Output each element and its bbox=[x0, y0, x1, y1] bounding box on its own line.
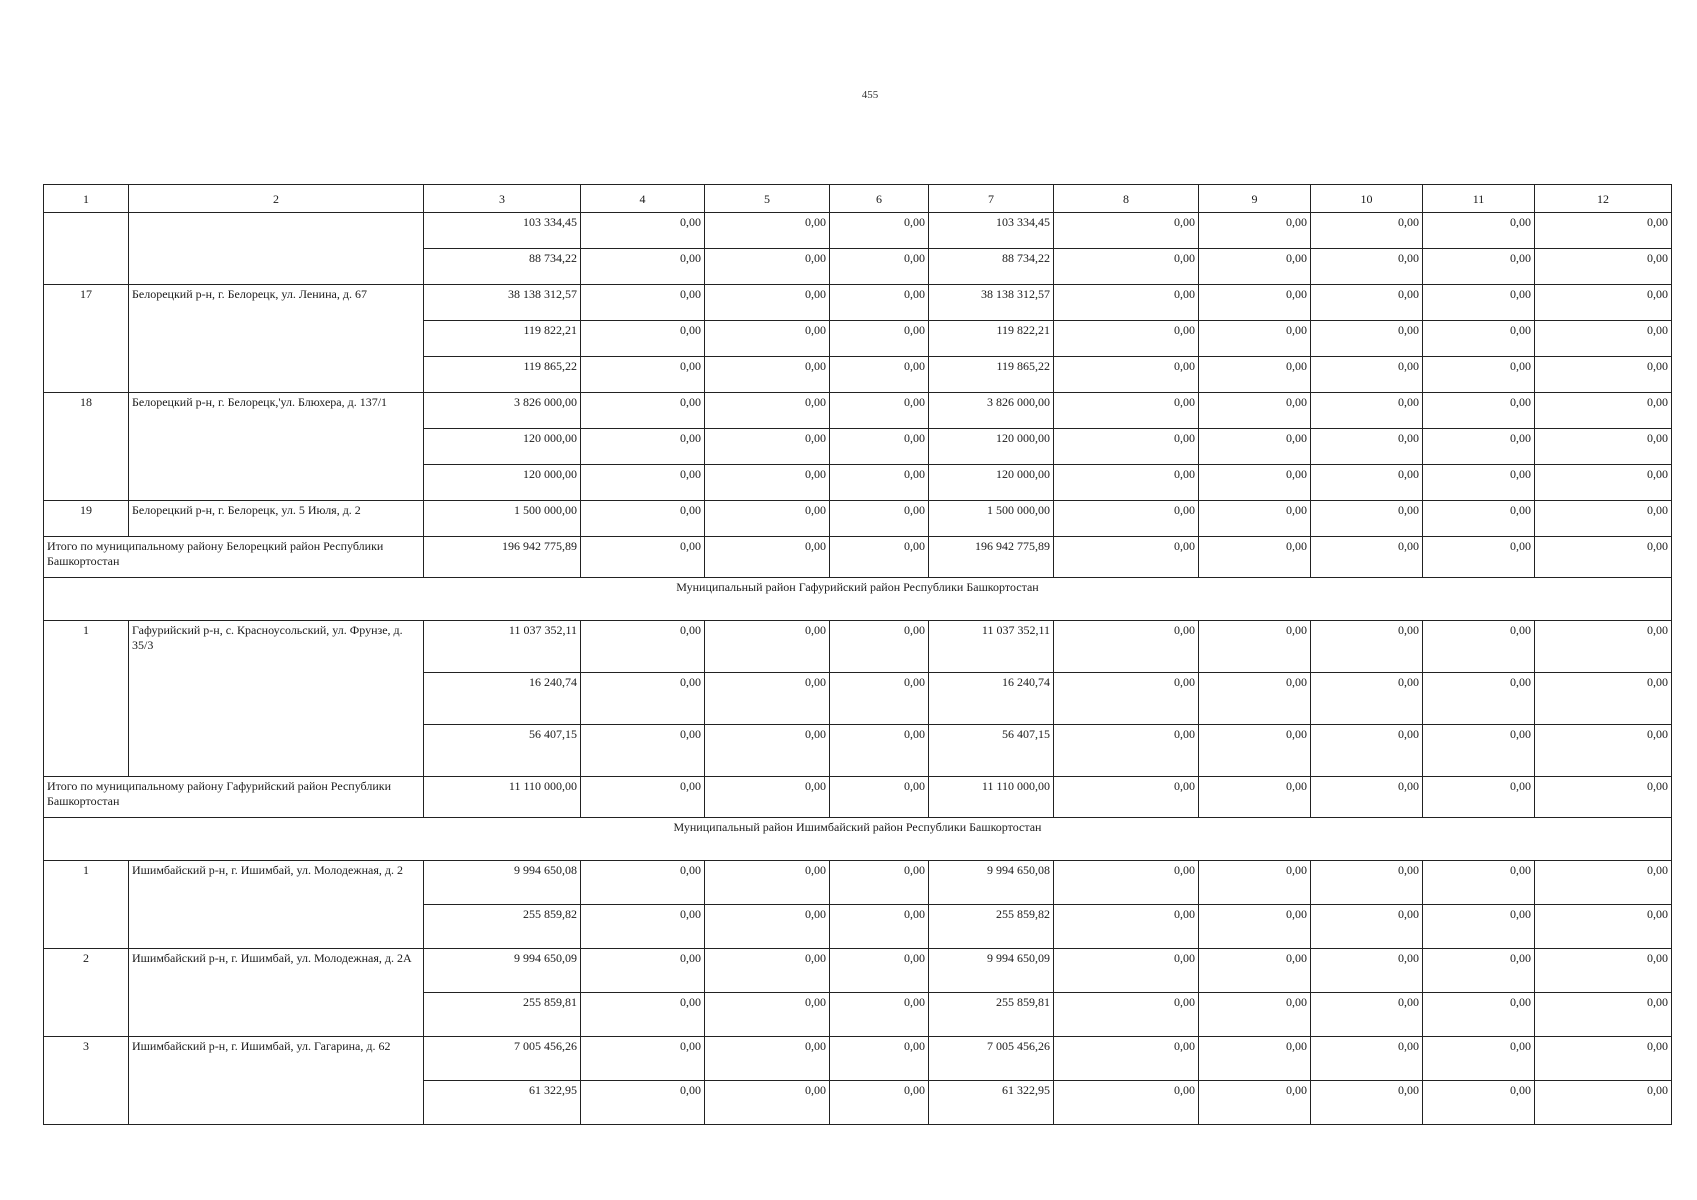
value-cell-col6: 0,00 bbox=[830, 993, 929, 1037]
value-cell-col11: 0,00 bbox=[1423, 1081, 1535, 1125]
value-cell-col4: 0,00 bbox=[581, 285, 705, 321]
value-cell-col4: 0,00 bbox=[581, 465, 705, 501]
value-cell-col6: 0,00 bbox=[830, 393, 929, 429]
value-cell-col11: 0,00 bbox=[1423, 285, 1535, 321]
value-cell-col3: 9 994 650,09 bbox=[424, 949, 581, 993]
row-index bbox=[44, 213, 129, 285]
column-header-2: 2 bbox=[129, 185, 424, 213]
value-cell-col7: 88 734,22 bbox=[929, 249, 1054, 285]
value-cell-col5: 0,00 bbox=[705, 465, 830, 501]
value-cell-col9: 0,00 bbox=[1199, 861, 1311, 905]
value-cell-col6: 0,00 bbox=[830, 621, 929, 673]
value-cell-col4: 0,00 bbox=[581, 725, 705, 777]
value-cell-col11: 0,00 bbox=[1423, 949, 1535, 993]
value-cell-col4: 0,00 bbox=[581, 777, 705, 818]
table-row bbox=[44, 213, 1672, 249]
value-cell-col8: 0,00 bbox=[1054, 249, 1199, 285]
value-cell-col10: 0,00 bbox=[1311, 949, 1423, 993]
value-cell-col8: 0,00 bbox=[1054, 501, 1199, 537]
value-cell-col9: 0,00 bbox=[1199, 285, 1311, 321]
value-cell-col5: 0,00 bbox=[705, 357, 830, 393]
value-cell-col8: 0,00 bbox=[1054, 465, 1199, 501]
value-cell-col4: 0,00 bbox=[581, 213, 705, 249]
value-cell-col8: 0,00 bbox=[1054, 213, 1199, 249]
value-cell-col6: 0,00 bbox=[830, 501, 929, 537]
value-cell-col7: 56 407,15 bbox=[929, 725, 1054, 777]
value-cell-col5: 0,00 bbox=[705, 949, 830, 993]
value-cell-col12: 0,00 bbox=[1535, 249, 1672, 285]
value-cell-col12: 0,00 bbox=[1535, 993, 1672, 1037]
column-header-9: 9 bbox=[1199, 185, 1311, 213]
value-cell-col8: 0,00 bbox=[1054, 673, 1199, 725]
value-cell-col8: 0,00 bbox=[1054, 905, 1199, 949]
value-cell-col5: 0,00 bbox=[705, 621, 830, 673]
value-cell-col10: 0,00 bbox=[1311, 905, 1423, 949]
value-cell-col3: 38 138 312,57 bbox=[424, 285, 581, 321]
page-number: 455 bbox=[861, 89, 879, 101]
value-cell-col7: 3 826 000,00 bbox=[929, 393, 1054, 429]
value-cell-col11: 0,00 bbox=[1423, 673, 1535, 725]
value-cell-col9: 0,00 bbox=[1199, 537, 1311, 578]
value-cell-col10: 0,00 bbox=[1311, 429, 1423, 465]
value-cell-col8: 0,00 bbox=[1054, 429, 1199, 465]
section-header-row bbox=[44, 818, 1672, 861]
address-cell: Белорецкий р-н, г. Белорецк,'ул. Блюхера, д. 137/1 bbox=[129, 393, 424, 501]
value-cell-col6: 0,00 bbox=[830, 861, 929, 905]
section-title: Муниципальный район Ишимбайский район Республики Башкортостан bbox=[44, 818, 1672, 861]
value-cell-col6: 0,00 bbox=[830, 321, 929, 357]
table-row bbox=[44, 501, 1672, 537]
column-header-11: 11 bbox=[1423, 185, 1535, 213]
value-cell-col8: 0,00 bbox=[1054, 537, 1199, 578]
value-cell-col11: 0,00 bbox=[1423, 537, 1535, 578]
value-cell-col12: 0,00 bbox=[1535, 725, 1672, 777]
value-cell-col4: 0,00 bbox=[581, 861, 705, 905]
value-cell-col8: 0,00 bbox=[1054, 777, 1199, 818]
column-header-5: 5 bbox=[705, 185, 830, 213]
column-header-1: 1 bbox=[44, 185, 129, 213]
value-cell-col4: 0,00 bbox=[581, 429, 705, 465]
value-cell-col11: 0,00 bbox=[1423, 1037, 1535, 1081]
value-cell-col12: 0,00 bbox=[1535, 537, 1672, 578]
value-cell-col5: 0,00 bbox=[705, 393, 830, 429]
value-cell-col5: 0,00 bbox=[705, 249, 830, 285]
total-row bbox=[44, 777, 1672, 818]
value-cell-col6: 0,00 bbox=[830, 949, 929, 993]
value-cell-col9: 0,00 bbox=[1199, 725, 1311, 777]
value-cell-col4: 0,00 bbox=[581, 621, 705, 673]
value-cell-col5: 0,00 bbox=[705, 285, 830, 321]
value-cell-col10: 0,00 bbox=[1311, 993, 1423, 1037]
value-cell-col5: 0,00 bbox=[705, 673, 830, 725]
value-cell-col4: 0,00 bbox=[581, 249, 705, 285]
value-cell-col12: 0,00 bbox=[1535, 429, 1672, 465]
row-index: 17 bbox=[44, 285, 129, 393]
value-cell-col12: 0,00 bbox=[1535, 1081, 1672, 1125]
value-cell-col12: 0,00 bbox=[1535, 213, 1672, 249]
value-cell-col9: 0,00 bbox=[1199, 621, 1311, 673]
value-cell-col4: 0,00 bbox=[581, 949, 705, 993]
table-row bbox=[44, 949, 1672, 993]
value-cell-col10: 0,00 bbox=[1311, 321, 1423, 357]
value-cell-col6: 0,00 bbox=[830, 213, 929, 249]
value-cell-col12: 0,00 bbox=[1535, 949, 1672, 993]
value-cell-col3: 103 334,45 bbox=[424, 213, 581, 249]
value-cell-col11: 0,00 bbox=[1423, 465, 1535, 501]
value-cell-col12: 0,00 bbox=[1535, 393, 1672, 429]
row-index: 19 bbox=[44, 501, 129, 537]
table-body bbox=[44, 213, 1672, 1125]
value-cell-col5: 0,00 bbox=[705, 777, 830, 818]
value-cell-col8: 0,00 bbox=[1054, 285, 1199, 321]
value-cell-col3: 11 110 000,00 bbox=[424, 777, 581, 818]
address-cell: Ишимбайский р-н, г. Ишимбай, ул. Молодежная, д. 2А bbox=[129, 949, 424, 1037]
value-cell-col11: 0,00 bbox=[1423, 393, 1535, 429]
value-cell-col3: 61 322,95 bbox=[424, 1081, 581, 1125]
table-row bbox=[44, 393, 1672, 429]
value-cell-col6: 0,00 bbox=[830, 905, 929, 949]
total-row bbox=[44, 537, 1672, 578]
value-cell-col9: 0,00 bbox=[1199, 429, 1311, 465]
address-cell: Белорецкий р-н, г. Белорецк, ул. Ленина, д. 67 bbox=[129, 285, 424, 393]
value-cell-col5: 0,00 bbox=[705, 501, 830, 537]
value-cell-col7: 11 037 352,11 bbox=[929, 621, 1054, 673]
section-title: Муниципальный район Гафурийский район Республики Башкортостан bbox=[44, 578, 1672, 621]
value-cell-col12: 0,00 bbox=[1535, 285, 1672, 321]
value-cell-col6: 0,00 bbox=[830, 357, 929, 393]
table-row bbox=[44, 861, 1672, 905]
value-cell-col3: 16 240,74 bbox=[424, 673, 581, 725]
section-header-row bbox=[44, 578, 1672, 621]
value-cell-col3: 255 859,81 bbox=[424, 993, 581, 1037]
value-cell-col6: 0,00 bbox=[830, 673, 929, 725]
value-cell-col9: 0,00 bbox=[1199, 249, 1311, 285]
value-cell-col4: 0,00 bbox=[581, 1081, 705, 1125]
value-cell-col4: 0,00 bbox=[581, 501, 705, 537]
value-cell-col10: 0,00 bbox=[1311, 1037, 1423, 1081]
value-cell-col10: 0,00 bbox=[1311, 725, 1423, 777]
address-cell bbox=[129, 213, 424, 285]
value-cell-col12: 0,00 bbox=[1535, 357, 1672, 393]
value-cell-col9: 0,00 bbox=[1199, 993, 1311, 1037]
value-cell-col3: 56 407,15 bbox=[424, 725, 581, 777]
value-cell-col11: 0,00 bbox=[1423, 213, 1535, 249]
row-index: 3 bbox=[44, 1037, 129, 1125]
value-cell-col12: 0,00 bbox=[1535, 321, 1672, 357]
value-cell-col12: 0,00 bbox=[1535, 621, 1672, 673]
value-cell-col3: 7 005 456,26 bbox=[424, 1037, 581, 1081]
value-cell-col12: 0,00 bbox=[1535, 777, 1672, 818]
value-cell-col11: 0,00 bbox=[1423, 321, 1535, 357]
value-cell-col9: 0,00 bbox=[1199, 213, 1311, 249]
value-cell-col11: 0,00 bbox=[1423, 429, 1535, 465]
total-label: Итого по муниципальному району Гафурийский район Республики Башкортостан bbox=[44, 777, 424, 818]
value-cell-col3: 3 826 000,00 bbox=[424, 393, 581, 429]
column-header-6: 6 bbox=[830, 185, 929, 213]
value-cell-col9: 0,00 bbox=[1199, 465, 1311, 501]
value-cell-col4: 0,00 bbox=[581, 1037, 705, 1081]
value-cell-col6: 0,00 bbox=[830, 285, 929, 321]
value-cell-col11: 0,00 bbox=[1423, 861, 1535, 905]
value-cell-col12: 0,00 bbox=[1535, 673, 1672, 725]
value-cell-col6: 0,00 bbox=[830, 429, 929, 465]
value-cell-col6: 0,00 bbox=[830, 537, 929, 578]
value-cell-col4: 0,00 bbox=[581, 321, 705, 357]
value-cell-col4: 0,00 bbox=[581, 673, 705, 725]
column-header-7: 7 bbox=[929, 185, 1054, 213]
column-header-8: 8 bbox=[1054, 185, 1199, 213]
value-cell-col4: 0,00 bbox=[581, 393, 705, 429]
value-cell-col5: 0,00 bbox=[705, 537, 830, 578]
value-cell-col3: 119 822,21 bbox=[424, 321, 581, 357]
value-cell-col8: 0,00 bbox=[1054, 321, 1199, 357]
value-cell-col12: 0,00 bbox=[1535, 905, 1672, 949]
value-cell-col9: 0,00 bbox=[1199, 673, 1311, 725]
table-row bbox=[44, 621, 1672, 673]
value-cell-col7: 7 005 456,26 bbox=[929, 1037, 1054, 1081]
value-cell-col10: 0,00 bbox=[1311, 537, 1423, 578]
value-cell-col3: 255 859,82 bbox=[424, 905, 581, 949]
value-cell-col10: 0,00 bbox=[1311, 1081, 1423, 1125]
value-cell-col7: 9 994 650,08 bbox=[929, 861, 1054, 905]
value-cell-col10: 0,00 bbox=[1311, 357, 1423, 393]
value-cell-col11: 0,00 bbox=[1423, 725, 1535, 777]
value-cell-col3: 88 734,22 bbox=[424, 249, 581, 285]
value-cell-col10: 0,00 bbox=[1311, 285, 1423, 321]
value-cell-col10: 0,00 bbox=[1311, 621, 1423, 673]
value-cell-col8: 0,00 bbox=[1054, 621, 1199, 673]
value-cell-col3: 196 942 775,89 bbox=[424, 537, 581, 578]
value-cell-col7: 61 322,95 bbox=[929, 1081, 1054, 1125]
value-cell-col9: 0,00 bbox=[1199, 501, 1311, 537]
value-cell-col5: 0,00 bbox=[705, 905, 830, 949]
value-cell-col5: 0,00 bbox=[705, 321, 830, 357]
address-cell: Белорецкий р-н, г. Белорецк, ул. 5 Июля, д. 2 bbox=[129, 501, 424, 537]
column-header-10: 10 bbox=[1311, 185, 1423, 213]
value-cell-col8: 0,00 bbox=[1054, 357, 1199, 393]
value-cell-col3: 120 000,00 bbox=[424, 429, 581, 465]
value-cell-col10: 0,00 bbox=[1311, 673, 1423, 725]
value-cell-col7: 1 500 000,00 bbox=[929, 501, 1054, 537]
address-cell: Ишимбайский р-н, г. Ишимбай, ул. Гагарина, д. 62 bbox=[129, 1037, 424, 1125]
value-cell-col9: 0,00 bbox=[1199, 357, 1311, 393]
value-cell-col7: 16 240,74 bbox=[929, 673, 1054, 725]
value-cell-col6: 0,00 bbox=[830, 725, 929, 777]
value-cell-col6: 0,00 bbox=[830, 1037, 929, 1081]
value-cell-col3: 1 500 000,00 bbox=[424, 501, 581, 537]
value-cell-col11: 0,00 bbox=[1423, 993, 1535, 1037]
value-cell-col4: 0,00 bbox=[581, 357, 705, 393]
value-cell-col9: 0,00 bbox=[1199, 393, 1311, 429]
value-cell-col9: 0,00 bbox=[1199, 949, 1311, 993]
row-index: 2 bbox=[44, 949, 129, 1037]
value-cell-col11: 0,00 bbox=[1423, 905, 1535, 949]
value-cell-col10: 0,00 bbox=[1311, 213, 1423, 249]
value-cell-col12: 0,00 bbox=[1535, 465, 1672, 501]
value-cell-col10: 0,00 bbox=[1311, 393, 1423, 429]
value-cell-col10: 0,00 bbox=[1311, 777, 1423, 818]
value-cell-col8: 0,00 bbox=[1054, 1037, 1199, 1081]
value-cell-col7: 120 000,00 bbox=[929, 465, 1054, 501]
row-index: 1 bbox=[44, 621, 129, 777]
value-cell-col5: 0,00 bbox=[705, 213, 830, 249]
value-cell-col8: 0,00 bbox=[1054, 861, 1199, 905]
value-cell-col11: 0,00 bbox=[1423, 501, 1535, 537]
table-row bbox=[44, 1037, 1672, 1081]
address-cell: Ишимбайский р-н, г. Ишимбай, ул. Молодежная, д. 2 bbox=[129, 861, 424, 949]
value-cell-col6: 0,00 bbox=[830, 249, 929, 285]
value-cell-col10: 0,00 bbox=[1311, 861, 1423, 905]
value-cell-col11: 0,00 bbox=[1423, 621, 1535, 673]
value-cell-col9: 0,00 bbox=[1199, 777, 1311, 818]
total-label: Итого по муниципальному району Белорецкий район Республики Башкортостан bbox=[44, 537, 424, 578]
value-cell-col8: 0,00 bbox=[1054, 393, 1199, 429]
value-cell-col9: 0,00 bbox=[1199, 905, 1311, 949]
value-cell-col8: 0,00 bbox=[1054, 1081, 1199, 1125]
value-cell-col7: 9 994 650,09 bbox=[929, 949, 1054, 993]
value-cell-col3: 11 037 352,11 bbox=[424, 621, 581, 673]
value-cell-col5: 0,00 bbox=[705, 993, 830, 1037]
value-cell-col5: 0,00 bbox=[705, 429, 830, 465]
value-cell-col7: 255 859,81 bbox=[929, 993, 1054, 1037]
value-cell-col8: 0,00 bbox=[1054, 993, 1199, 1037]
value-cell-col6: 0,00 bbox=[830, 465, 929, 501]
value-cell-col12: 0,00 bbox=[1535, 501, 1672, 537]
value-cell-col11: 0,00 bbox=[1423, 357, 1535, 393]
value-cell-col4: 0,00 bbox=[581, 537, 705, 578]
value-cell-col7: 255 859,82 bbox=[929, 905, 1054, 949]
value-cell-col8: 0,00 bbox=[1054, 725, 1199, 777]
value-cell-col6: 0,00 bbox=[830, 777, 929, 818]
value-cell-col4: 0,00 bbox=[581, 905, 705, 949]
value-cell-col7: 119 822,21 bbox=[929, 321, 1054, 357]
value-cell-col7: 103 334,45 bbox=[929, 213, 1054, 249]
column-header-3: 3 bbox=[424, 185, 581, 213]
value-cell-col3: 119 865,22 bbox=[424, 357, 581, 393]
header-row bbox=[44, 185, 1672, 213]
value-cell-col7: 196 942 775,89 bbox=[929, 537, 1054, 578]
row-index: 18 bbox=[44, 393, 129, 501]
value-cell-col5: 0,00 bbox=[705, 1081, 830, 1125]
value-cell-col12: 0,00 bbox=[1535, 861, 1672, 905]
value-cell-col3: 120 000,00 bbox=[424, 465, 581, 501]
budget-table bbox=[43, 184, 1672, 1125]
value-cell-col11: 0,00 bbox=[1423, 249, 1535, 285]
value-cell-col9: 0,00 bbox=[1199, 1037, 1311, 1081]
value-cell-col12: 0,00 bbox=[1535, 1037, 1672, 1081]
address-cell: Гафурийский р-н, с. Красноусольский, ул. Фрунзе, д. 35/3 bbox=[129, 621, 424, 777]
value-cell-col11: 0,00 bbox=[1423, 777, 1535, 818]
row-index: 1 bbox=[44, 861, 129, 949]
column-header-12: 12 bbox=[1535, 185, 1672, 213]
value-cell-col7: 38 138 312,57 bbox=[929, 285, 1054, 321]
table-row bbox=[44, 285, 1672, 321]
value-cell-col6: 0,00 bbox=[830, 1081, 929, 1125]
value-cell-col5: 0,00 bbox=[705, 1037, 830, 1081]
value-cell-col3: 9 994 650,08 bbox=[424, 861, 581, 905]
value-cell-col10: 0,00 bbox=[1311, 501, 1423, 537]
value-cell-col7: 119 865,22 bbox=[929, 357, 1054, 393]
value-cell-col9: 0,00 bbox=[1199, 1081, 1311, 1125]
value-cell-col7: 120 000,00 bbox=[929, 429, 1054, 465]
value-cell-col5: 0,00 bbox=[705, 725, 830, 777]
column-header-4: 4 bbox=[581, 185, 705, 213]
value-cell-col10: 0,00 bbox=[1311, 465, 1423, 501]
value-cell-col8: 0,00 bbox=[1054, 949, 1199, 993]
value-cell-col10: 0,00 bbox=[1311, 249, 1423, 285]
value-cell-col5: 0,00 bbox=[705, 861, 830, 905]
value-cell-col9: 0,00 bbox=[1199, 321, 1311, 357]
value-cell-col4: 0,00 bbox=[581, 993, 705, 1037]
value-cell-col7: 11 110 000,00 bbox=[929, 777, 1054, 818]
